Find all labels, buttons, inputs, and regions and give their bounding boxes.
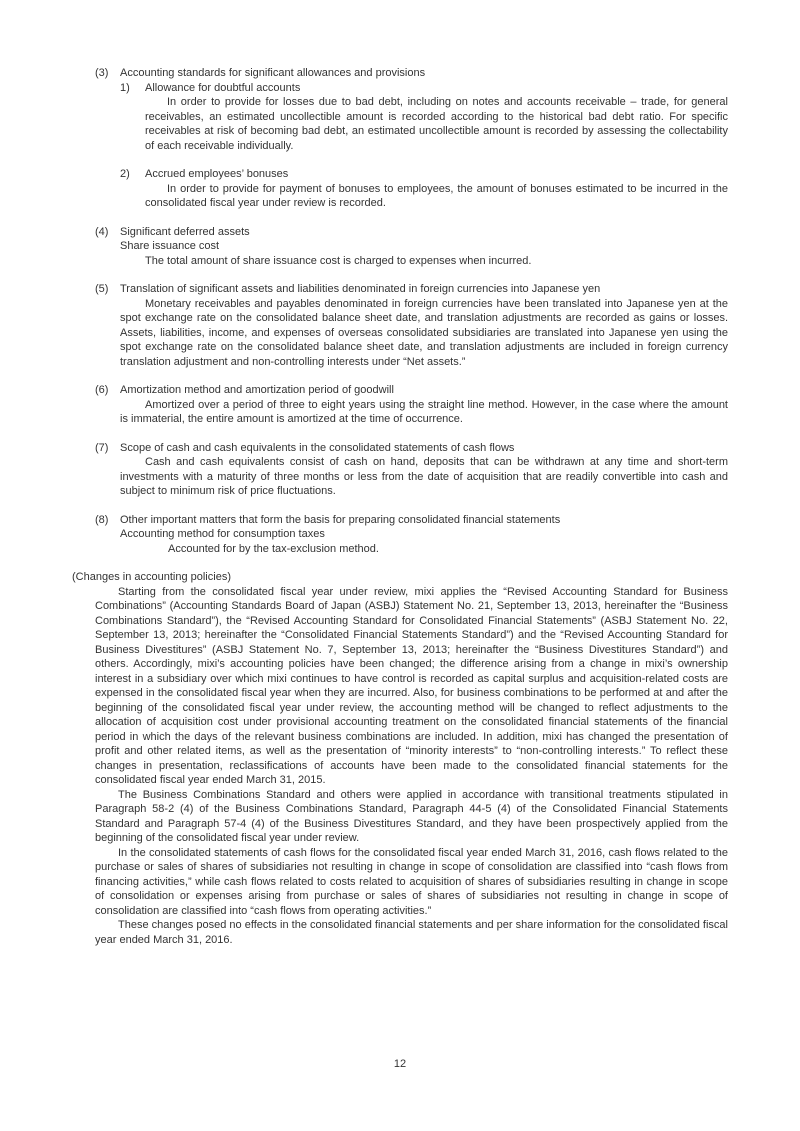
item-2-number: 2)	[120, 168, 130, 180]
section-6-body: Amortized over a period of three to eight years using the straight line method. However, in the case where the amount is immaterial, the entire amount is amortized at the time of occurrence.	[120, 398, 728, 425]
section-8-body: Accounted for by the tax-exclusion method.	[168, 542, 379, 555]
section-5-number: (5)	[95, 283, 109, 295]
section-3-item-1-heading	[72, 81, 728, 96]
section-3-number: (3)	[95, 67, 109, 79]
section-5	[72, 282, 728, 369]
changes-heading: (Changes in accounting policies)	[72, 571, 231, 583]
section-3-item-1	[72, 81, 728, 154]
changes-in-accounting-policies	[72, 570, 728, 947]
section-3-item-2	[72, 167, 728, 211]
section-3-title: Accounting standards for significant allowances and provisions	[120, 67, 426, 79]
section-5-heading	[72, 282, 728, 297]
changes-paragraph-2: The Business Combinations Standard and others were applied in accordance with transitional treatments stipulated in Paragraph 58-2 (4) of the Business Combinations Standard, Paragraph 44-5 (4) of the Consolidated Financial Statements Standard and Paragraph 57-4 (4) of the Business Divestitures Standard, and they have been prospectively applied from the beginning of the consolidated fiscal year under review.	[95, 788, 728, 844]
item-2-title: Accrued employees’ bonuses	[145, 168, 289, 180]
section-4	[72, 225, 728, 269]
section-4-heading	[72, 225, 728, 240]
section-8-number: (8)	[95, 513, 109, 526]
section-3	[72, 66, 728, 211]
item-2-body: In order to provide for payment of bonuses to employees, the amount of bonuses estimated to be incurred in the consolidated fiscal year under review is recorded.	[145, 182, 728, 209]
section-8-subtitle: Accounting method for consumption taxes	[120, 528, 325, 540]
section-7-heading	[72, 441, 728, 456]
section-8-heading	[72, 513, 728, 528]
section-3-heading	[72, 66, 728, 81]
section-6	[72, 383, 728, 427]
changes-paragraph-3: In the consolidated statements of cash flows for the consolidated fiscal year ended March 31, 2016, cash flows related to the purchase or sales of shares of subsidiaries not resulting in change in scope of consolidation are classified into “cash flows from financing activities,” while cash flows related to costs related to acquisition of shares of subsidiaries resulting in change in scope of consolidation or expenses arising from purchase or sales of shares of subsidiaries not resulting in change in scope of consolidation are classified into “cash flows from operating activities.”	[95, 846, 728, 917]
section-4-body: The total amount of share issuance cost is charged to expenses when incurred.	[145, 254, 532, 267]
section-6-heading	[72, 383, 728, 398]
changes-paragraph-1: Starting from the consolidated fiscal year under review, mixi applies the “Revised Accounting Standard for Business Combinations” (Accounting Standards Board of Japan (ASBJ) Statement No. 21, September 13, 2013, hereinafter the “Business Combinations Standard”), the “Revised Accounting Standard for Consolidated Financial Statements” (ASBJ Statement No. 22, September 13, 2013; hereinafter the “Consolidated Financial Statements Standard”) and the “Revised Accounting Standard for Business Divestitures” (ASBJ Statement No. 7, September 13, 2013; hereinafter the “Business Divestitures Standard”) and others. Accordingly, mixi’s accounting policies have been changed; the difference arising from a change in mixi’s ownership interest in a subsidiary over which mixi continues to have control is recorded as capital surplus and acquisition-related costs are expensed in the consolidated fiscal year when they are incurred. Also, for business combinations to be performed at and after the beginning of the consolidated fiscal year under review, the accounting method will be changed to reflect adjustments to the allocation of acquisition cost under provisional accounting treatment on the consolidated financial statements of the financial period in which the days of the relevant business combinations are included. In addition, mixi has changed the presentation of profit and other related items, as well as the presentation of “minority interests” to “non-controlling interests.” To reflect these changes in presentation, reclassifications of accounts have been made to the consolidated financial statements for the consolidated fiscal year ended March 31, 2015.	[95, 585, 728, 786]
section-6-number: (6)	[95, 384, 109, 396]
section-7-title: Scope of cash and cash equivalents in the consolidated statements of cash flows	[120, 441, 515, 454]
section-7	[72, 441, 728, 499]
section-4-title: Significant deferred assets	[120, 225, 250, 238]
section-7-number: (7)	[95, 441, 109, 454]
section-6-title: Amortization method and amortization period of goodwill	[120, 384, 394, 396]
item-1-number: 1)	[120, 81, 130, 94]
section-8-title: Other important matters that form the basis for preparing consolidated financial statements	[120, 513, 561, 526]
item-1-body: In order to provide for losses due to bad debt, including on notes and accounts receivable – trade, for general receivables, an estimated uncollectible amount is recorded according to the historical bad debt ratio. For specific receivables at risk of becoming bad debt, an estimated uncollectible amount is recorded by assessing the collectability of each receivable individually.	[145, 96, 728, 152]
section-4-number: (4)	[95, 225, 109, 238]
section-3-item-2-heading	[72, 167, 728, 182]
item-1-title: Allowance for doubtful accounts	[145, 81, 301, 94]
section-5-body: Monetary receivables and payables denominated in foreign currencies have been translated into Japanese yen at the spot exchange rate on the consolidated balance sheet date, and translation adjustments are recorded as gains or losses. Assets, liabilities, income, and expenses of overseas consolidated subsidiaries are translated into Japanese yen using the spot exchange rate on the consolidated balance sheet date, and translation adjustments are included in foreign currency translation adjustment and non-controlling interests under “Net assets.”	[120, 297, 728, 368]
changes-paragraph-4: These changes posed no effects in the consolidated financial statements and per share information for the consolidated fiscal year ended March 31, 2016.	[95, 919, 728, 946]
section-8	[72, 513, 728, 557]
section-5-title: Translation of significant assets and liabilities denominated in foreign currencies into Japanese yen	[120, 283, 601, 295]
page-number: 12	[393, 1057, 407, 1070]
section-7-body: Cash and cash equivalents consist of cash on hand, deposits that can be withdrawn at any time and short-term investments with a maturity of three months or less from the date of acquisition that are readily convertible into cash and subject to minimum risk of price fluctuations.	[120, 456, 728, 497]
section-4-subtitle: Share issuance cost	[120, 240, 220, 252]
